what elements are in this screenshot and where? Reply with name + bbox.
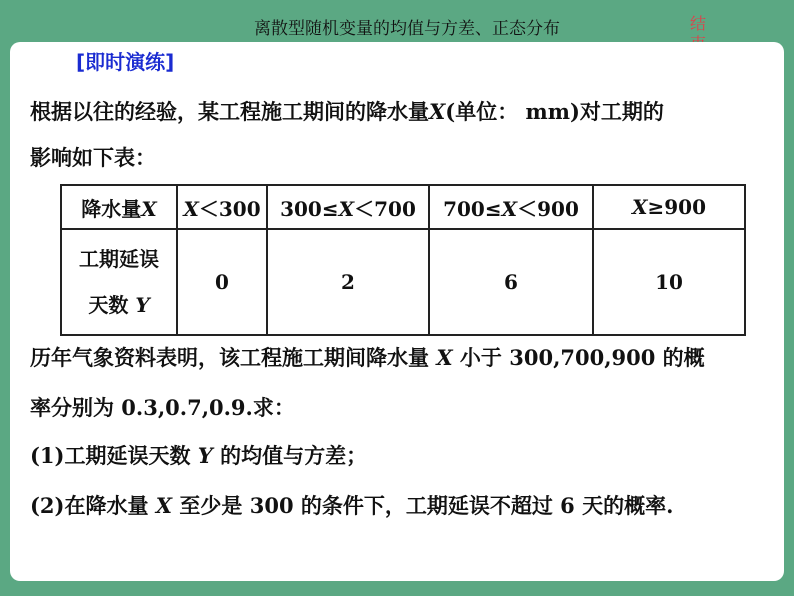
table-cell: 300≤X＜700 xyxy=(267,185,429,229)
problem-line-2: 影响如下表： xyxy=(30,145,156,170)
table-cell: 10 xyxy=(593,229,745,335)
page-title: 离散型随机变量的均值与方差、正态分布 xyxy=(254,19,560,39)
problem-line-3: 历年气象资料表明，该工程施工期间降水量 X 小于 300,700,900 的概 xyxy=(30,345,705,370)
table-cell: 工期延误 天数 Y xyxy=(61,229,177,335)
table-cell: X≥900 xyxy=(593,185,745,229)
table-cell: 降水量X xyxy=(61,185,177,229)
table-cell: 2 xyxy=(267,229,429,335)
table-cell: X＜300 xyxy=(177,185,267,229)
end-button[interactable]: 结 xyxy=(690,14,707,33)
section-tag: [即时演练] xyxy=(76,50,175,74)
question-1: (1)工期延误天数 Y 的均值与方差； xyxy=(30,443,368,468)
table-row xyxy=(61,185,745,229)
table-cell: 6 xyxy=(429,229,593,335)
table-cell: 0 xyxy=(177,229,267,335)
table-cell: 700≤X＜900 xyxy=(429,185,593,229)
problem-line-4: 率分别为 0.3,0.7,0.9.求： xyxy=(30,395,295,420)
question-2: (2)在降水量 X 至少是 300 的条件下，工期延误不超过 6 天的概率. xyxy=(30,493,674,518)
problem-line-1: 根据以往的经验，某工程施工期间的降水量X(单位： mm)对工期的 xyxy=(30,99,664,124)
table-row xyxy=(61,229,745,335)
data-table xyxy=(60,184,746,336)
